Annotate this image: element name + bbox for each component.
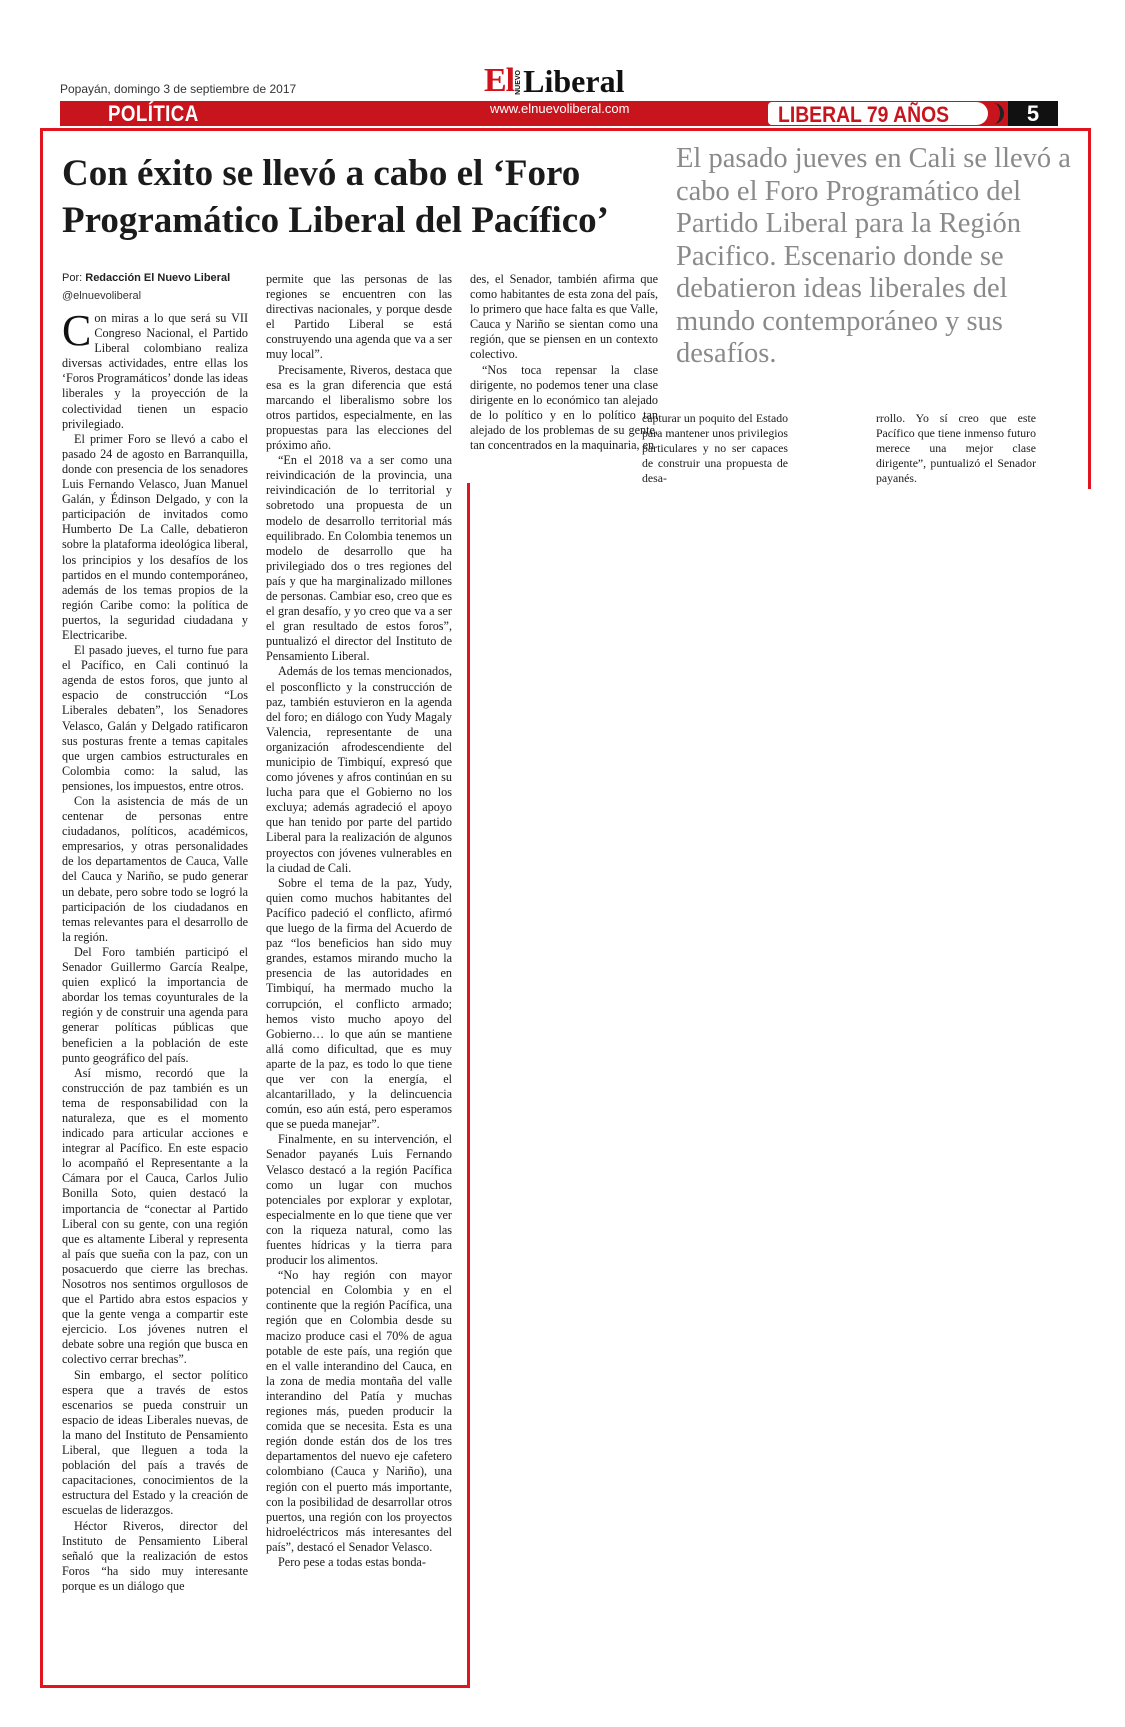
paragraph: permite que las personas de las regiones se encuentren con las directivas nacionales, y porque desde el Partido Liberal se está construyendo una agenda que va a ser muy local”. (266, 272, 452, 362)
paragraph (62, 306, 248, 432)
paragraph: Además de los temas mencionados, el posconflicto y la construcción de paz, también estuvieron en la agenda del foro; en diálogo con Yudy Magaly Valencia, representante de una organización afrodescendiente del municipio de Timbiquí, expresó que como jóvenes y afros continúan en su lucha para que el Gobierno no los excluya; además agradeció el apoyo que han tenido por parte del partido Liberal para la realización de algunos proyectos con jóvenes vulnerables en la ciudad de Cali. (266, 664, 452, 875)
article-dek: El pasado jueves en Cali se llevó a cabo el Foro Programático del Partido Liberal para la Región Pacifico. Escenario donde se debatieron ideas liberales del mundo contemporáneo y sus desafíos. (676, 143, 1071, 369)
section-bar (60, 101, 1058, 126)
social-handle: @elnuevoliberal (62, 290, 142, 302)
article-headline: Con éxito se llevó a cabo el ‘Foro Programático Liberal del Pacífico’ (62, 153, 609, 241)
article-column-4 (642, 411, 788, 486)
paragraph: rrollo. Yo sí creo que este Pacífico que tiene inmenso futuro merece una mejor clase dirigente”, puntualizó el Senador payanés. (876, 411, 1036, 486)
anniversary-tag (768, 102, 988, 125)
website-url: www.elnuevoliberal.com (490, 101, 630, 116)
byline-prefix: Por: (62, 272, 83, 284)
paragraph-text: on miras a lo que será su VII Congreso Nacional, el Partido Liberal colombiano realiza diversas actividades, entre ellas los ‘Foros Programáticos’ donde las ideas liberales y la proyección de la colectividad tienen un espacio privilegiado. (62, 311, 248, 431)
anniversary-tag-text: LIBERAL 79 AÑOS (777, 102, 949, 127)
paragraph: El primer Foro se llevó a cabo el pasado 24 de agosto en Barranquilla, donde con presencia de los senadores Luis Fernando Velasco, Juan Manuel Galán, y Édinson Delgado, y con la participación de invitados como Humberto De La Calle, debatieron sobre la plataforma ideológica liberal, los principios y los desafíos de los partidos en el mundo contemporáneo, además de los temas propios de la región Caribe como: la política de puertos, la seguridad ciudadana y Electricaribe. (62, 431, 248, 642)
article-column-5 (876, 411, 1036, 486)
paragraph: Pero pese a todas estas bonda- (278, 1554, 426, 1569)
paragraph: Héctor Riveros, director del Instituto de Pensamiento Liberal señaló que la realización de estos Foros “ha sido muy interesante porque es un diálogo que (62, 1518, 248, 1593)
logo-nuevo-text: NUEVO (515, 70, 523, 95)
publication-date: Popayán, domingo 3 de septiembre de 2017 (60, 82, 297, 96)
article-column-1 (62, 306, 248, 1594)
paragraph: Sin embargo, el sector político espera que a través de estos escenarios se pueda construir un espacio de ideas Liberales nuevas, de la mano del Instituto de Pensamiento Liberal, que lleguen a toda la población del país a través de capacitaciones, conocimientos de la estructura del Estado y la creación de escuelas de liderazgos. (62, 1367, 248, 1518)
drop-cap: C (62, 306, 92, 355)
paragraph: capturar un poquito del Estado para mantener unos privilegios particulares y no ser capaces de construir una propuesta de desa- (642, 411, 788, 486)
section-label: POLÍTICA (108, 101, 199, 126)
swoosh-icon (986, 103, 1004, 124)
paragraph: Precisamente, Riveros, destaca que esa es la gran diferencia que está marcando el liberalismo sobre los otros partidos, especialmente, en las propuestas para las elecciones del próximo año. (266, 362, 452, 453)
newspaper-logo (484, 60, 624, 98)
paragraph: El pasado jueves, el turno fue para el Pacífico, en Cali continuó la agenda de estos foros, que junto al espacio de construcción “Los Liberales debaten”, los Senadores Velasco, Galán y Delgado ratificaron sus posturas frente a temas capitales que urgen cambios estructurales en Colombia como: la salud, las pensiones, los impuestos, entre otros. (62, 643, 248, 793)
byline (62, 272, 230, 284)
paragraph: Sobre el tema de la paz, Yudy, quien como muchos habitantes del Pacífico padeció el conflicto, afirmó que luego de la firma del Acuerdo de paz “los beneficios han sido muy grandes, estamos mirando mucho la presencia de las autoridades en Timbiquí, ha mermado mucho la corrupción, el conflicto armado; hemos visto mucho apoyo del Gobierno… lo que aún se mantiene allá como dificultad, que es muy aparte de la paz, es todo lo que tiene que ver con la energía, el alcantarillado, y la delincuencia común, eso aún está, pero esperamos que se pueda manejar”. (266, 875, 452, 1132)
paragraph: “Nos toca repensar la clase dirigente, no podemos tener una clase dirigente en lo económico tan alejado de lo político y en lo político tan alejado de los problemas de su gente, tan concentrados en la maquinaria, en (470, 362, 658, 453)
paragraph: des, el Senador, también afirma que como habitantes de esta zona del país, lo primero que hace falta es que Valle, Cauca y Nariño se sientan como una región, que se piensen en un contexto colectivo. (470, 272, 658, 362)
page-number: 5 (1008, 101, 1058, 126)
paragraph: Con la asistencia de más de un centenar de personas entre ciudadanos, políticos, académicos, empresarios, y otras personalidades de los departamentos de Cauca, Valle del Cauca y Nariño, se pudo generar un debate, pero sobre todo se logró la participación de los ciudadanos en temas relevantes para el desarrollo de la región. (62, 794, 248, 944)
article-column-2 (266, 272, 452, 1570)
article-column-3 (470, 272, 658, 453)
byline-author: Redacción El Nuevo Liberal (85, 272, 231, 284)
paragraph: Finalmente, en su intervención, el Senador payanés Luis Fernando Velasco destacó a la región Pacífica como un lugar con muchos potenciales por explorar y explotar, especialmente en lo que tiene que ver con la riqueza natural, como las fuentes hídricas y la tierra para producir los alimentos. (266, 1132, 452, 1268)
logo-liberal-text: Liberal (523, 63, 625, 99)
logo-el-text: El (484, 62, 515, 99)
paragraph: “En el 2018 va a ser como una reivindicación de la provincia, una reivindicación de lo territorial y sobretodo una propuesta de un modelo de desarrollo territorial más equilibrado. En Colombia tenemos un modelo de desarrollo que ha privilegiado dos o tres regiones del país y que ha marginalizado millones de personas. Cambiar eso, creo que es el gran desafío, y yo creo que va a ser el gran resultado de estos foros”, puntualizó el director del Instituto de Pensamiento Liberal. (266, 453, 452, 664)
paragraph: “No hay región con mayor potencial en Colombia y en el continente que la región Pacífica, una región que en Colombia desde su macizo produce casi el 70% de agua potable de este país, una región que en el valle interandino del Cauca, en la zona de media montaña del valle interandino del Patía y muchas regiones más, pueden producir la comida que se necesita. Esta es una región donde están dos de los tres departamentos del nuevo eje cafetero colombiano (Cauca y Nariño), una región con el puerto más importante, con la posibilidad de desarrollar otros puertos, una región con los proyectos hidroeléctricos más interesantes del país”, destacó el Senador Velasco. (266, 1268, 452, 1554)
paragraph: Así mismo, recordó que la construcción de paz también es un tema de responsabilidad con la naturaleza, que es el momento indicado para articular acciones e integrar al Pacífico. En este espacio lo acompañó el Representante a la Cámara por el Cauca, Carlos Julio Bonilla Soto, quien destacó la importancia de “conectar al Partido Liberal con su gente, con una región que es altamente Liberal y representa al país que sueña con la paz, con un posacuerdo que cierre las brechas. Nosotros nos sentimos orgullosos de que el Partido abra estos espacios y que la gente venga a compartir este ejercicio. Los jóvenes nutren el debate sobre una región que busca en colectivo cerrar brechas”. (62, 1065, 248, 1367)
paragraph: Del Foro también participó el Senador Guillermo García Realpe, quien explicó la importancia de abordar los temas coyunturales de la región y de construir una agenda para generar políticas públicas que beneficien a la población de este punto geográfico del país. (62, 944, 248, 1065)
